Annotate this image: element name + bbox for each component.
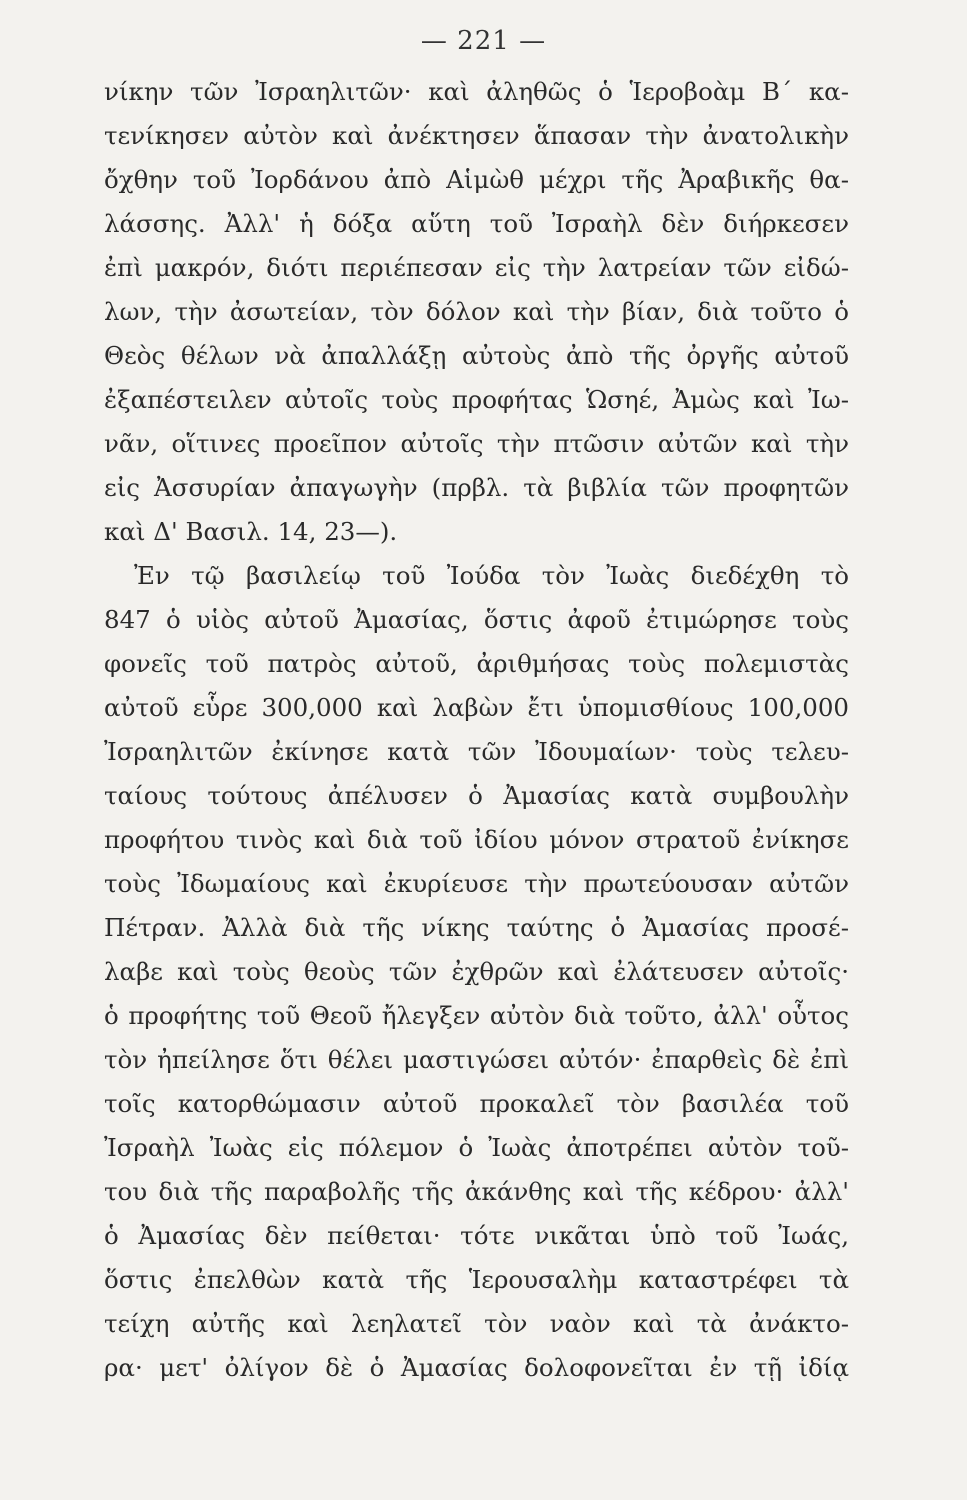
text-line: ἐξαπέστειλεν αὐτοῖς τοὺς προφήτας Ὡσηέ, Ἀμὼς καὶ Ἰω- <box>104 385 849 414</box>
text-line: Πέτραν. Ἀλλὰ διὰ τῆς νίκης ταύτης ὁ Ἀμασίας προσέ- <box>104 913 849 942</box>
text-line: λαβε καὶ τοὺς θεοὺς τῶν ἐχθρῶν καὶ ἐλάτευσεν αὐτοῖς· <box>104 957 849 986</box>
text-line: νίκην τῶν Ἰσραηλιτῶν· καὶ ἀληθῶς ὁ Ἱεροβοὰμ Β΄ κα- <box>104 77 849 106</box>
text-line: λάσσης. Ἀλλ' ἡ δόξα αὕτη τοῦ Ἰσραὴλ δὲν διήρκεσεν <box>104 209 849 238</box>
text-line: 847 ὁ υἱὸς αὐτοῦ Ἀμασίας, ὅστις ἀφοῦ ἐτιμώρησε τοὺς <box>104 605 849 634</box>
text-line: Ἰσραὴλ Ἰωὰς εἰς πόλεμον ὁ Ἰωὰς ἀποτρέπει αὐτὸν τοῦ- <box>104 1133 849 1162</box>
text-line: νᾶν, οἵτινες προεῖπον αὐτοῖς τὴν πτῶσιν αὐτῶν καὶ τὴν <box>104 429 849 458</box>
text-line: λων, τὴν ἀσωτείαν, τὸν δόλον καὶ τὴν βίαν, διὰ τοῦτο ὁ <box>104 297 849 326</box>
text-line: ταίους τούτους ἀπέλυσεν ὁ Ἀμασίας κατὰ συμβουλὴν <box>104 781 849 810</box>
text-line: αὐτοῦ εὗρε 300,000 καὶ λαβὼν ἔτι ὑπομισθίους 100,000 <box>104 693 849 722</box>
text-line: ὄχθην τοῦ Ἰορδάνου ἀπὸ Αἱμὼθ μέχρι τῆς Ἀραβικῆς θα- <box>104 165 849 194</box>
text-line: τοῖς κατορθώμασιν αὐτοῦ προκαλεῖ τὸν βασιλέα τοῦ <box>104 1089 849 1118</box>
text-line: ἐπὶ μακρόν, διότι περιέπεσαν εἰς τὴν λατρείαν τῶν εἰδώ- <box>104 253 849 282</box>
text-line: Ἰσραηλιτῶν ἐκίνησε κατὰ τῶν Ἰδουμαίων· τοὺς τελευ- <box>104 737 849 766</box>
text-line: ρα· μετ' ὀλίγον δὲ ὁ Ἀμασίας δολοφονεῖται ἐν τῇ ἰδίᾳ <box>104 1353 849 1382</box>
text-line: τενίκησεν αὐτὸν καὶ ἀνέκτησεν ἅπασαν τὴν ἀνατολικὴν <box>104 121 849 150</box>
text-line: Θεὸς θέλων νὰ ἀπαλλάξῃ αὐτοὺς ἀπὸ τῆς ὀργῆς αὐτοῦ <box>104 341 849 370</box>
text-line: τὸν ἠπείλησε ὅτι θέλει μαστιγώσει αὐτόν· ἐπαρθεὶς δὲ ἐπὶ <box>104 1045 849 1074</box>
text-line: ὅστις ἐπελθὼν κατὰ τῆς Ἱερουσαλὴμ καταστρέφει τὰ <box>104 1265 849 1294</box>
text-line: ὁ προφήτης τοῦ Θεοῦ ἤλεγξεν αὐτὸν διὰ τοῦτο, ἀλλ' οὗτος <box>104 1001 849 1030</box>
text-line: καὶ Δ' Βασιλ. 14, 23—). <box>104 517 398 546</box>
text-line: τείχη αὐτῆς καὶ λεηλατεῖ τὸν ναὸν καὶ τὰ ἀνάκτο- <box>104 1309 849 1338</box>
page-number: — 221 — <box>420 26 547 56</box>
text-line: τοὺς Ἰδωμαίους καὶ ἐκυρίευσε τὴν πρωτεύουσαν αὐτῶν <box>104 869 849 898</box>
text-line: ὁ Ἀμασίας δὲν πείθεται· τότε νικᾶται ὑπὸ τοῦ Ἰωάς, <box>104 1221 849 1250</box>
text-line: προφήτου τινὸς καὶ διὰ τοῦ ἰδίου μόνον στρατοῦ ἐνίκησε <box>104 825 849 854</box>
text-line: Ἐν τῷ βασιλείῳ τοῦ Ἰούδα τὸν Ἰωὰς διεδέχθη τὸ <box>134 561 849 590</box>
text-line: εἰς Ἀσσυρίαν ἀπαγωγὴν (πρβλ. τὰ βιβλία τῶν προφητῶν <box>104 473 849 502</box>
text-line: φονεῖς τοῦ πατρὸς αὐτοῦ, ἀριθμήσας τοὺς πολεμιστὰς <box>104 649 849 678</box>
text-line: του διὰ τῆς παραβολῆς τῆς ἀκάνθης καὶ τῆς κέδρου· ἀλλ' <box>104 1177 849 1206</box>
